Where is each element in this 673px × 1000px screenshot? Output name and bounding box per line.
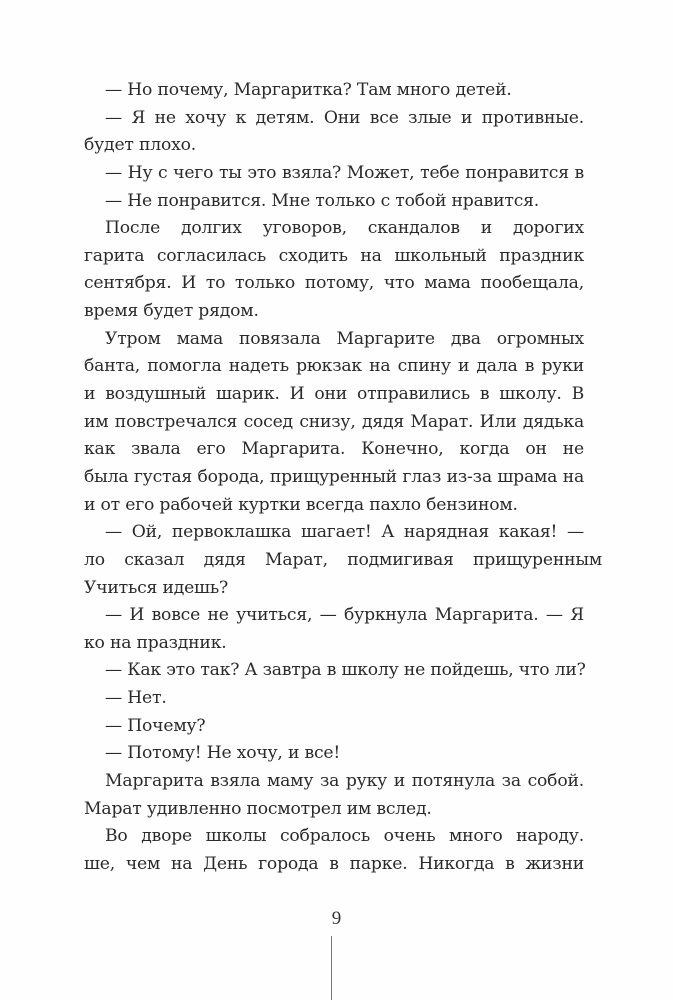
page-number-rule bbox=[331, 936, 332, 1000]
text-line: ко на праздник. bbox=[84, 632, 227, 653]
text-line: — Потому! Не хочу, и все! bbox=[105, 743, 341, 764]
text-line: Марат удивленно посмотрел им вслед. bbox=[84, 798, 432, 819]
text-line: — Я не хочу к детям. Они все злые и противные. bbox=[105, 107, 584, 128]
text-line: время будет рядом. bbox=[84, 301, 259, 322]
text-line: им повстречался сосед снизу, дядя Марат. Или дядька bbox=[84, 411, 584, 432]
text-line: — Но почему, Маргаритка? Там много детей. bbox=[105, 80, 512, 100]
text-line: — Как это так? А завтра в школу не пойдешь, что ли? bbox=[105, 660, 586, 681]
text-line: Маргарита взяла маму за руку и потянула за собой. bbox=[105, 771, 584, 792]
text-line: — Не понравится. Мне только с тобой нравится. bbox=[105, 190, 540, 211]
text-line: Во дворе школы собралось очень много народу. bbox=[105, 826, 584, 847]
text-line: После долгих уговоров, скандалов и дорогих bbox=[105, 218, 584, 239]
text-line: и воздушный шарик. И они отправились в школу. В bbox=[84, 384, 584, 405]
text-line: как звала его Маргарита. Конечно, когда он не bbox=[84, 439, 584, 460]
text-line: гарита согласилась сходить на школьный праздник bbox=[84, 245, 584, 266]
text-line: — И вовсе не учиться, — буркнула Маргарита. — Я bbox=[105, 605, 584, 626]
body-text bbox=[84, 77, 602, 879]
page-number: 9 bbox=[331, 908, 342, 929]
text-line: банта, помогла надеть рюкзак на спину и дала в руки bbox=[84, 356, 584, 377]
text-line: ло сказал дядя Марат, подмигивая прищуренным bbox=[84, 549, 602, 570]
text-line: сентября. И то только потому, что мама пообещала, bbox=[84, 273, 584, 294]
text-line: была густая борода, прищуренный глаз из-за шрама на bbox=[84, 466, 584, 487]
text-line: и от его рабочей куртки всегда пахло бензином. bbox=[84, 494, 518, 515]
text-line: — Ну с чего ты это взяла? Может, тебе понравится в bbox=[105, 162, 584, 183]
text-line: Учиться идешь? bbox=[84, 577, 228, 598]
text-line: — Нет. bbox=[105, 688, 167, 709]
text-line: — Ой, первоклашка шагает! А нарядная какая! — bbox=[105, 522, 584, 543]
text-line: Утром мама повязала Маргарите два огромных bbox=[105, 328, 584, 349]
text-line: — Почему? bbox=[105, 715, 206, 736]
text-line: ше, чем на День города в парке. Никогда в жизни bbox=[84, 853, 584, 874]
text-line: будет плохо. bbox=[84, 135, 197, 156]
